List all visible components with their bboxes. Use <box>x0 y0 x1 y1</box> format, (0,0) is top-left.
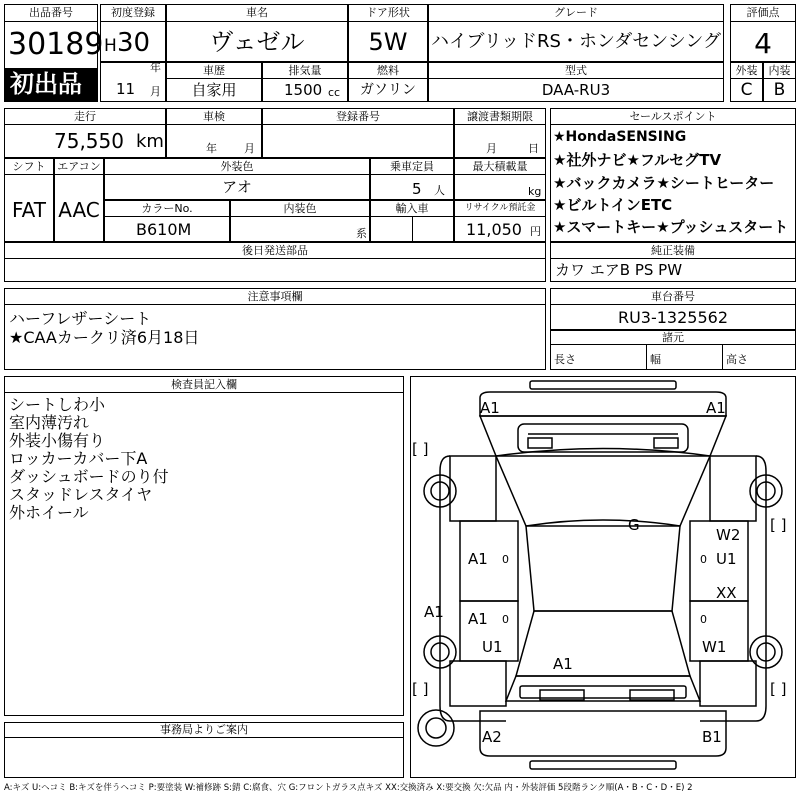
ext-color: アオ <box>222 178 252 196</box>
mark-xx: XX <box>716 584 737 602</box>
int-grade: B <box>773 80 786 100</box>
ext-grade: C <box>740 80 753 100</box>
mark-u1-left: U1 <box>482 638 503 656</box>
office-label: 事務局よりご案内 <box>160 723 248 736</box>
right-headlight <box>654 438 678 448</box>
int-color-label: 内装色 <box>283 202 317 215</box>
chassis-label: 車台番号 <box>651 290 695 303</box>
first-reg-label-line <box>100 4 166 22</box>
recycle-label: リサイクル預託金 <box>464 203 536 213</box>
import-divider <box>412 217 413 242</box>
notes-label: 注意事項欄 <box>247 290 303 303</box>
shift: FAT <box>11 198 46 222</box>
capacity: 5 <box>412 180 422 198</box>
dims-divider-2 <box>722 345 723 370</box>
hood <box>480 416 726 456</box>
first-listing-text: 初出品 <box>10 70 82 98</box>
sales-points-label: セールスポイント <box>629 110 717 123</box>
model: DAA-RU3 <box>541 81 611 99</box>
score: 4 <box>754 27 772 60</box>
mark-zero-4: 0 <box>700 613 707 626</box>
width-label: 幅 <box>650 353 661 366</box>
history: 自家用 <box>191 81 237 99</box>
int-grade-label: 内装 <box>768 64 791 77</box>
door-type: 5W <box>368 28 408 56</box>
car-name: ヴェゼル <box>209 28 305 56</box>
left-rear-fender <box>450 661 506 706</box>
ext-color-label: 外装色 <box>220 160 254 173</box>
color-no: B610M <box>136 220 192 239</box>
transfer-day-unit: 日 <box>528 142 539 155</box>
model-label: 型式 <box>565 64 587 77</box>
grade-label: グレード <box>554 6 598 19</box>
first-reg-era: H <box>104 36 117 56</box>
rear-bumper <box>520 686 686 698</box>
mark-w1: W1 <box>702 638 727 656</box>
capacity-unit: 人 <box>434 184 445 197</box>
grade: ハイブリッドRS・ホンダセンシング <box>431 31 721 52</box>
mark-bracket-left: [ ] <box>412 440 429 458</box>
lot-number: 30189 <box>8 27 104 62</box>
mileage-unit: km <box>136 131 164 152</box>
inspector-line: スタッドレスタイヤ <box>9 485 153 504</box>
equipment-label: 純正装備 <box>651 244 695 257</box>
ac: AAC <box>58 198 100 222</box>
ac-label: エアコン <box>57 160 101 173</box>
mark-front-left: A1 <box>480 399 500 417</box>
right-front-fender <box>710 456 756 521</box>
inspector-line: ダッシュボードのり付 <box>9 467 169 486</box>
chassis-number: RU3-1325562 <box>617 308 729 327</box>
windshield <box>496 449 710 527</box>
transfer-month-unit: 月 <box>486 142 497 155</box>
first-reg-month-unit: 月 <box>150 85 161 98</box>
import-label: 輸入車 <box>395 202 429 215</box>
score-label: 評価点 <box>746 6 780 19</box>
mark-bracket-left-rear: [ ] <box>412 680 429 698</box>
front-bumper <box>480 392 726 416</box>
left-front-fender <box>450 456 496 521</box>
mark-front-right: A1 <box>706 399 726 417</box>
sales-point-item: ★ビルトインETC <box>553 196 673 214</box>
first-reg-year-unit: 年 <box>150 61 161 74</box>
capacity-label: 乗車定員 <box>390 160 434 173</box>
car-diagram <box>410 376 796 778</box>
equipment: カワ エアB PS PW <box>555 261 683 279</box>
fuel: ガソリン <box>360 82 416 98</box>
spare-wheel <box>418 710 454 746</box>
mark-left-rear-door: A1 <box>468 610 488 628</box>
mileage-label: 走行 <box>74 110 96 123</box>
inspector-line: 外ホイール <box>9 503 89 522</box>
inspector-line: シートしわ小 <box>9 395 106 414</box>
history-label: 車歴 <box>203 64 225 77</box>
dims-label: 諸元 <box>662 331 684 344</box>
inspector-line: ロッカーカバー下A <box>9 449 148 468</box>
load-label: 最大積載量 <box>472 160 528 173</box>
reg-no-label: 登録番号 <box>336 110 380 123</box>
mark-w2: W2 <box>716 526 741 544</box>
mileage: 75,550 <box>54 129 124 153</box>
recycle: 11,050 <box>466 220 522 239</box>
sales-point-item: ★社外ナビ★フルセグTV <box>553 151 722 169</box>
mark-u1-right: U1 <box>716 550 737 568</box>
mark-a2: A2 <box>482 728 502 746</box>
length-label: 長さ <box>554 353 576 366</box>
sales-point-item: ★スマートキー★プッシュスタート <box>553 218 789 236</box>
mark-zero-2: 0 <box>700 553 707 566</box>
inspection-month-unit: 月 <box>244 142 255 155</box>
right-rear-fender <box>700 661 756 706</box>
inspection-year-unit: 年 <box>206 142 217 155</box>
rear-window <box>516 611 690 676</box>
mark-bracket-right-rear: [ ] <box>770 680 787 698</box>
color-no-label: カラーNo. <box>141 202 193 215</box>
inspection-label: 車検 <box>203 110 225 123</box>
rear-bottom-bar <box>530 761 676 769</box>
mark-zero-1: 0 <box>502 553 509 566</box>
ext-grade-label: 外装 <box>735 64 758 77</box>
displacement-label: 排気量 <box>288 64 322 77</box>
displacement: 1500 <box>284 81 323 99</box>
first-reg-month: 11 <box>116 80 136 98</box>
first-reg-year: 30 <box>117 28 151 58</box>
mark-zero-3: 0 <box>502 613 509 626</box>
shift-label: シフト <box>12 160 46 173</box>
mark-left-front-door: A1 <box>468 550 488 568</box>
sales-point-item: ★HondaSENSING <box>553 129 687 145</box>
inspector-line: 外装小傷有り <box>9 431 106 450</box>
roof <box>526 526 680 611</box>
notes-line: ★CAAカークリ済6月18日 <box>9 328 200 347</box>
fuel-label: 燃料 <box>377 64 399 77</box>
height-label: 高さ <box>726 353 748 366</box>
lot-number-label: 出品番号 <box>29 6 73 19</box>
mark-bracket-right: [ ] <box>770 516 787 534</box>
mark-b1: B1 <box>702 728 722 746</box>
sales-point-item: ★バックカメラ★シートヒーター <box>553 174 775 192</box>
left-headlight <box>528 438 552 448</box>
door-label: ドア形状 <box>366 6 410 19</box>
mark-left-side: A1 <box>424 603 444 621</box>
spare-wheel-inner <box>426 718 446 738</box>
recycle-unit: 円 <box>530 225 541 238</box>
inspector-line: 室内薄汚れ <box>9 413 90 432</box>
legend: A:キズ U:ヘコミ B:キズを伴うヘコミ P:要塗装 W:補修跡 S:錆 C:腐食、穴 G:フロントガラス点キズ XX:交換済み X:要交換 欠:欠品 内・外装評価 5段階ランク順(A・B・C・D・E) 2 <box>4 783 693 793</box>
rear-view-body <box>480 711 726 756</box>
front-grille <box>530 381 676 389</box>
later-parts-label: 後日発送部品 <box>242 244 308 257</box>
inspector-label: 検査員記入欄 <box>171 378 237 391</box>
load-unit: kg <box>528 185 542 198</box>
transfer-label: 譲渡書類期限 <box>467 110 533 123</box>
dims-divider-1 <box>646 345 647 370</box>
int-color-unit: 系 <box>356 227 367 240</box>
mark-glass: G <box>628 516 640 534</box>
first-reg-label: 初度登録 <box>111 6 155 19</box>
displacement-unit: cc <box>328 86 341 99</box>
mark-rear: A1 <box>553 655 573 673</box>
notes-line: ハーフレザーシート <box>9 309 152 328</box>
car-name-label: 車名 <box>246 6 268 19</box>
